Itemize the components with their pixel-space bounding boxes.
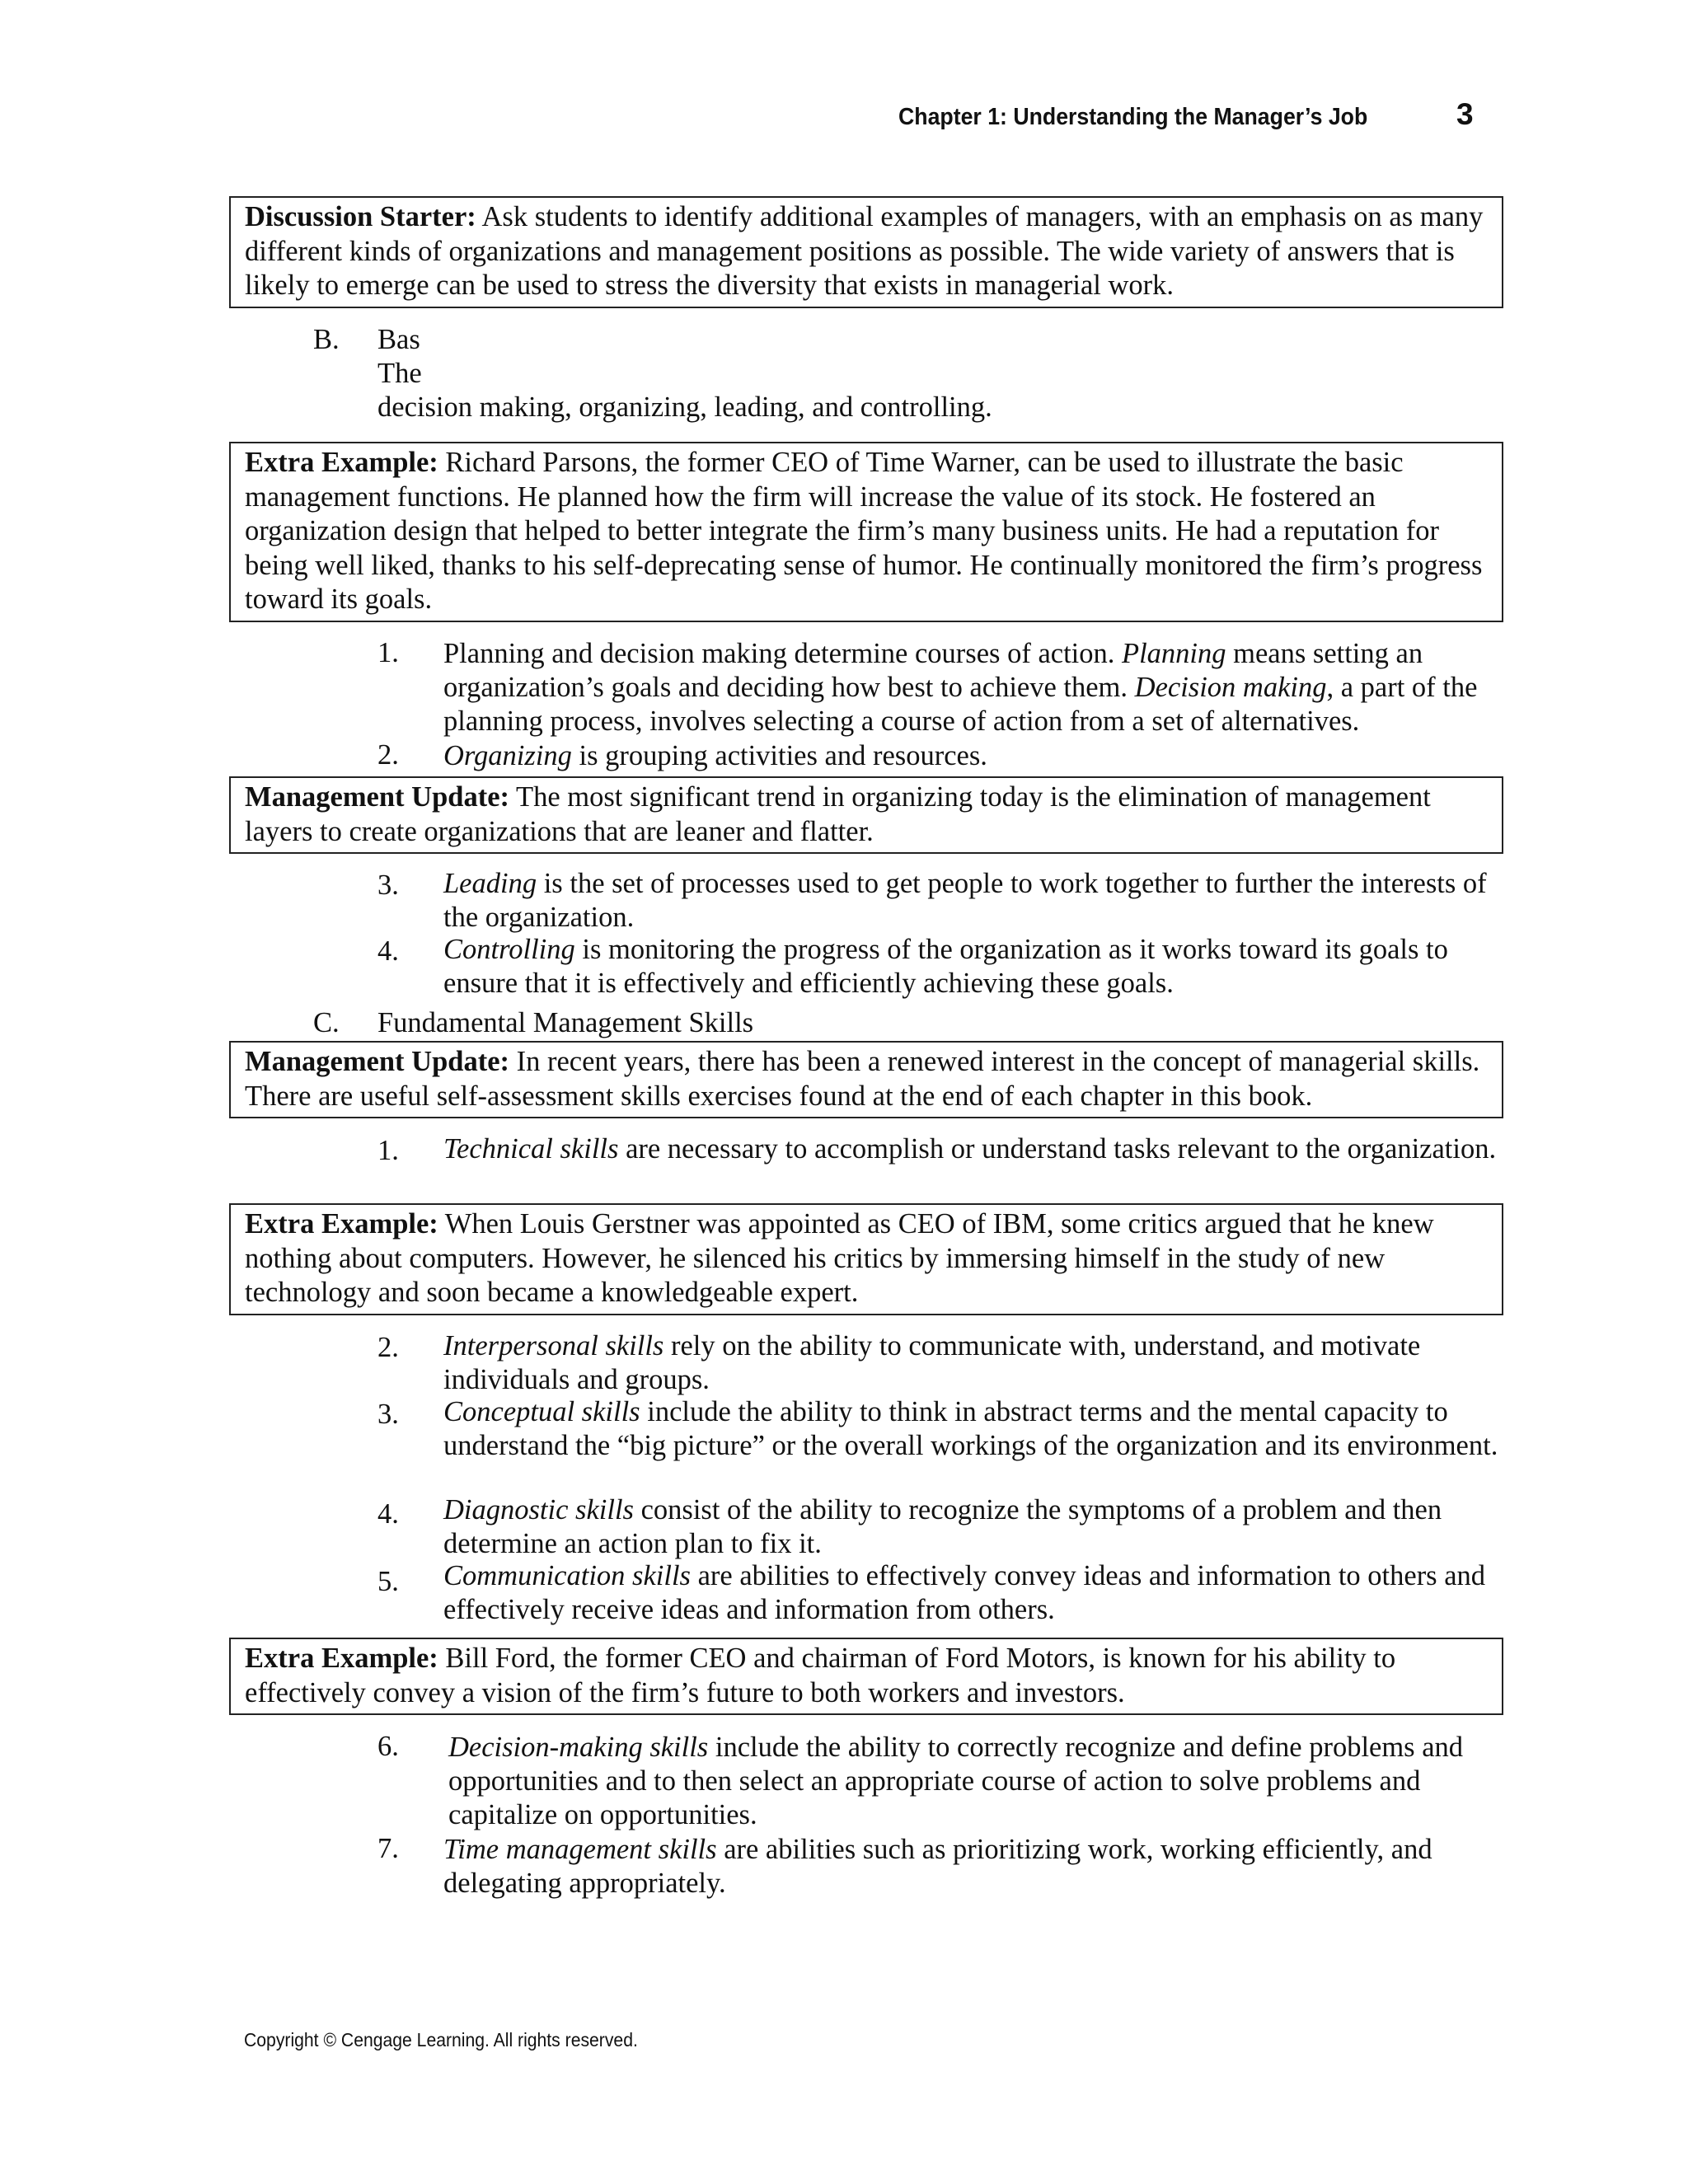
list-item: Time management skills are abilities such as prioritizing work, working efficiently, and delegating appropriately. [443, 1834, 1432, 1899]
copyright-footer: Copyright © Cengage Learning. All rights reserved. [244, 2029, 638, 2050]
box-label: Extra Example: [245, 1643, 438, 1674]
list-item: Leading is the set of processes used to get people to work together to further the interests of the organization. [443, 868, 1487, 933]
section-letter: C. [313, 1007, 340, 1038]
list-item: Planning and decision making determine courses of action. Planning means setting an organization’s goals and deciding how best to achieve them. Decision making, a part of the planning process, involves selecting a course of action from a set of alternatives. [443, 638, 1478, 737]
list-number: 2. [377, 1332, 399, 1363]
section-b-line: decision making, organizing, leading, and controlling. [377, 391, 992, 423]
section-letter: B. [313, 324, 340, 355]
box-text: Bill Ford, the former CEO and chairman of Ford Motors, is known for his ability to effectively convey a vision of the firm’s future to both workers and investors. [245, 1643, 1396, 1708]
list-item: Technical skills are necessary to accomplish or understand tasks relevant to the organization. [443, 1133, 1497, 1165]
list-number: 4. [377, 1498, 399, 1530]
list-number: 3. [377, 869, 399, 901]
section-title: Fundamental Management Skills [377, 1007, 754, 1038]
page-number: 3 [1456, 97, 1474, 131]
list-item: Communication skills are abilities to effectively convey ideas and information to others and effectively receive ideas and information from others. [443, 1560, 1486, 1625]
box-text: When Louis Gerstner was appointed as CEO of IBM, some critics argued that he knew nothing about computers. However, he silenced his critics by immersing himself in the study of new technology and soon became a knowledgeable expert. [245, 1208, 1434, 1308]
list-item: Conceptual skills include the ability to think in abstract terms and the mental capacity to understand the “big picture” or the overall workings of the organization and its environment. [443, 1396, 1498, 1461]
box-label: Extra Example: [245, 447, 438, 478]
list-item: Controlling is monitoring the progress of the organization as it works toward its goals to ensure that it is effectively and efficiently achieving these goals. [443, 934, 1448, 999]
extra-example-box [229, 1203, 1503, 1315]
list-item: Diagnostic skills consist of the ability to recognize the symptoms of a problem and then determine an action plan to fix it. [443, 1494, 1442, 1559]
discussion-starter-box [229, 196, 1503, 308]
list-item: Interpersonal skills rely on the ability to communicate with, understand, and motivate individuals and groups. [443, 1330, 1421, 1395]
section-b-line: Bas [377, 324, 420, 355]
list-number: 7. [377, 1833, 399, 1864]
list-number: 6. [377, 1731, 399, 1762]
list-number: 1. [377, 637, 399, 668]
box-text: In recent years, there has been a renewed interest in the concept of managerial skills. There are useful self-assessment skills exercises found at the end of each chapter in this book. [245, 1046, 1480, 1112]
box-text: The most significant trend in organizing today is the elimination of management layers to create organizations that are leaner and flatter. [245, 781, 1431, 847]
extra-example-box [229, 442, 1503, 622]
list-number: 3. [377, 1399, 399, 1430]
list-item: Decision-making skills include the ability to correctly recognize and define problems and opportunities and to then select an appropriate course of action to solve problems and capitalize on opportunities. [448, 1732, 1464, 1830]
management-update-box [229, 776, 1503, 854]
box-label: Discussion Starter: [245, 201, 476, 232]
box-label: Management Update: [245, 781, 509, 813]
box-label: Management Update: [245, 1046, 509, 1077]
management-update-box [229, 1041, 1503, 1118]
list-item: Organizing is grouping activities and resources. [443, 740, 987, 771]
list-number: 2. [377, 739, 399, 771]
extra-example-box [229, 1638, 1503, 1715]
list-number: 4. [377, 935, 399, 967]
box-text: Ask students to identify additional examples of managers, with an emphasis on as many different kinds of organizations and management positions as possible. The wide variety of answers that is likely to emerge can be used to stress the diversity that exists in managerial work. [245, 201, 1484, 301]
chapter-title: Chapter 1: Understanding the Manager’s Job [898, 104, 1368, 130]
list-number: 1. [377, 1135, 399, 1166]
box-text: Richard Parsons, the former CEO of Time Warner, can be used to illustrate the basic management functions. He planned how the firm will increase the value of its stock. He fostered an organization design that helped to better integrate the firm’s many business units. He had a reputation for being well liked, thanks to his self-deprecating sense of humor. He continually monitored the firm’s progress toward its goals. [245, 447, 1483, 615]
box-label: Extra Example: [245, 1208, 438, 1240]
list-number: 5. [377, 1566, 399, 1597]
section-b-line: The [377, 358, 422, 389]
